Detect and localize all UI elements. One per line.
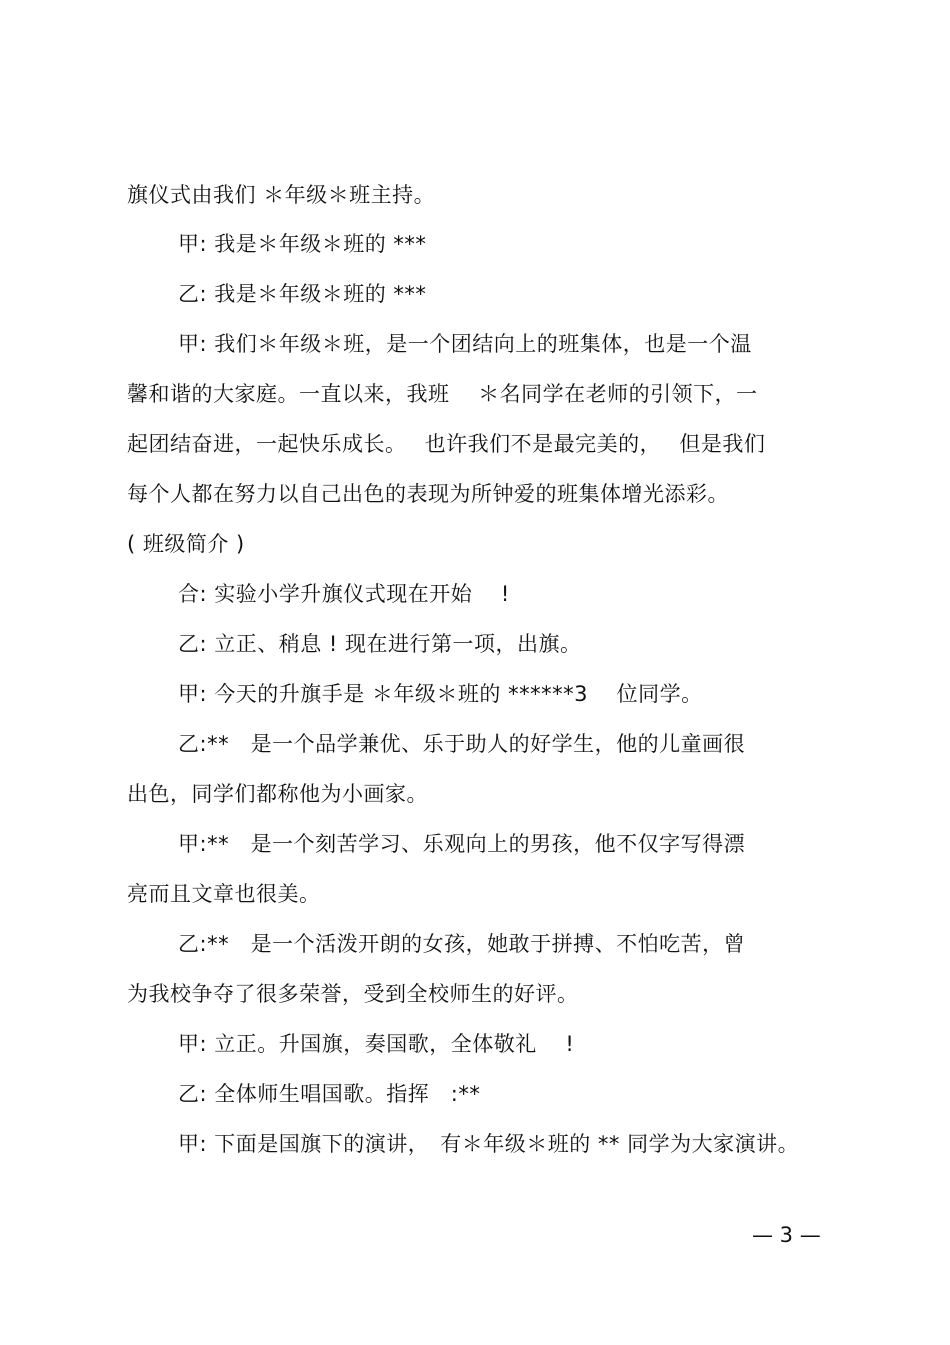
text-line: 合: 实验小学升旗仪式现在开始 ! — [178, 582, 510, 606]
text-line: 每个人都在努力以自己出色的表现为所钟爱的班集体增光添彩。 — [127, 482, 729, 506]
text-line: 甲: 立正。升国旗，奏国歌，全体敬礼 ! — [178, 1032, 575, 1056]
text-line: 乙:** 是一个活泼开朗的女孩，她敢于拼搏、不怕吃苦，曾 — [178, 932, 746, 956]
text-line: 甲: 下面是国旗下的演讲， 有＊年级＊班的 ** 同学为大家演讲。 — [178, 1132, 800, 1156]
text-line: 甲: 我是＊年级＊班的 *** — [178, 232, 427, 256]
text-line: 亮而且文章也很美。 — [127, 882, 321, 906]
text-line: 旗仪式由我们 ＊年级＊班主持。 — [127, 183, 436, 207]
text-line: 甲: 我们＊年级＊班，是一个团结向上的班集体，也是一个温 — [178, 332, 752, 356]
text-line: 出色，同学们都称他为小画家。 — [127, 782, 428, 806]
text-line: 甲: 今天的升旗手是 ＊年级＊班的 ******3 位同学。 — [178, 682, 703, 706]
text-line: ( 班级简介 ) — [127, 532, 245, 556]
text-line: 甲:** 是一个刻苦学习、乐观向上的男孩，他不仅字写得漂 — [178, 832, 746, 856]
page-number: — 3 — — [752, 1223, 821, 1247]
text-line: 乙:** 是一个品学兼优、乐于助人的好学生，他的儿童画很 — [178, 732, 746, 756]
text-line: 为我校争夺了很多荣誉，受到全校师生的好评。 — [127, 982, 579, 1006]
text-line: 乙: 全体师生唱国歌。指挥 :** — [178, 1082, 481, 1106]
text-line: 乙: 我是＊年级＊班的 *** — [178, 282, 427, 306]
text-line: 乙: 立正、稍息 ! 现在进行第一项，出旗。 — [178, 632, 582, 656]
text-line: 馨和谐的大家庭。一直以来，我班 ＊名同学在老师的引领下，一 — [127, 382, 758, 406]
text-line: 起团结奋进，一起快乐成长。 也许我们不是最完美的， 但是我们 — [127, 432, 766, 456]
